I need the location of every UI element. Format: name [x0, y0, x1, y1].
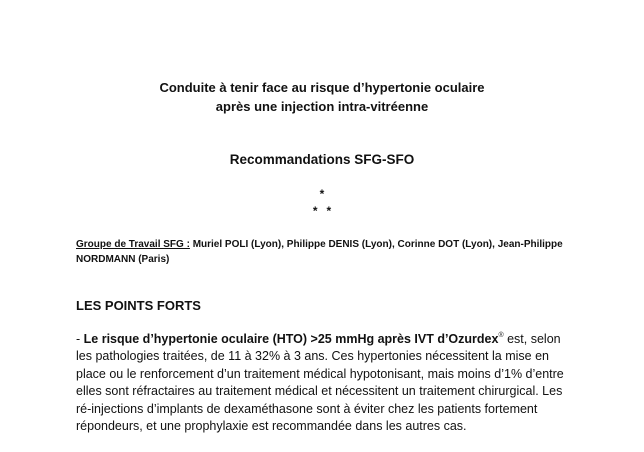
- key-point-paragraph: [76, 331, 576, 435]
- document-title-line-1: Conduite à tenir face au risque d’hypertonie oculaire: [159, 80, 485, 95]
- working-group-label: Groupe de Travail SFG :: [76, 239, 190, 250]
- key-point-lead: Le risque d’hypertonie oculaire (HTO) >25 mmHg après IVT d’Ozurdex: [83, 332, 499, 346]
- working-group-members: Muriel POLI (Lyon), Philippe DENIS (Lyon), Corinne DOT (Lyon), Jean-Philippe NORDMANN (Paris): [76, 239, 563, 265]
- section-heading: LES POINTS FORTS: [76, 298, 201, 313]
- key-point-body: est, selon les pathologies traitées, de 11 à 32% à 3 ans. Ces hypertonies nécessitent la mise en place ou le renforcement d’un traitement médical hypotonisant, mais moins d’1% d’entre elles sont réfractaires au traitement médical et nécessitent un traitement chirurgical. Les ré-injections d’implants de dexaméthasone sont à éviter chez les patients fortement répondeurs, et une prophylaxie est recommandée dans les autres cas.: [76, 332, 564, 434]
- registered-mark: ®: [498, 332, 504, 339]
- document-title-line-2: après une injection intra-vitréenne: [215, 99, 429, 114]
- separator-star-line-2: **: [312, 204, 341, 218]
- separator-star-line-1: *: [319, 187, 325, 201]
- key-point-dash: -: [76, 332, 84, 346]
- working-group-authors: [76, 237, 576, 267]
- document-subtitle: Recommandations SFG-SFO: [229, 152, 415, 167]
